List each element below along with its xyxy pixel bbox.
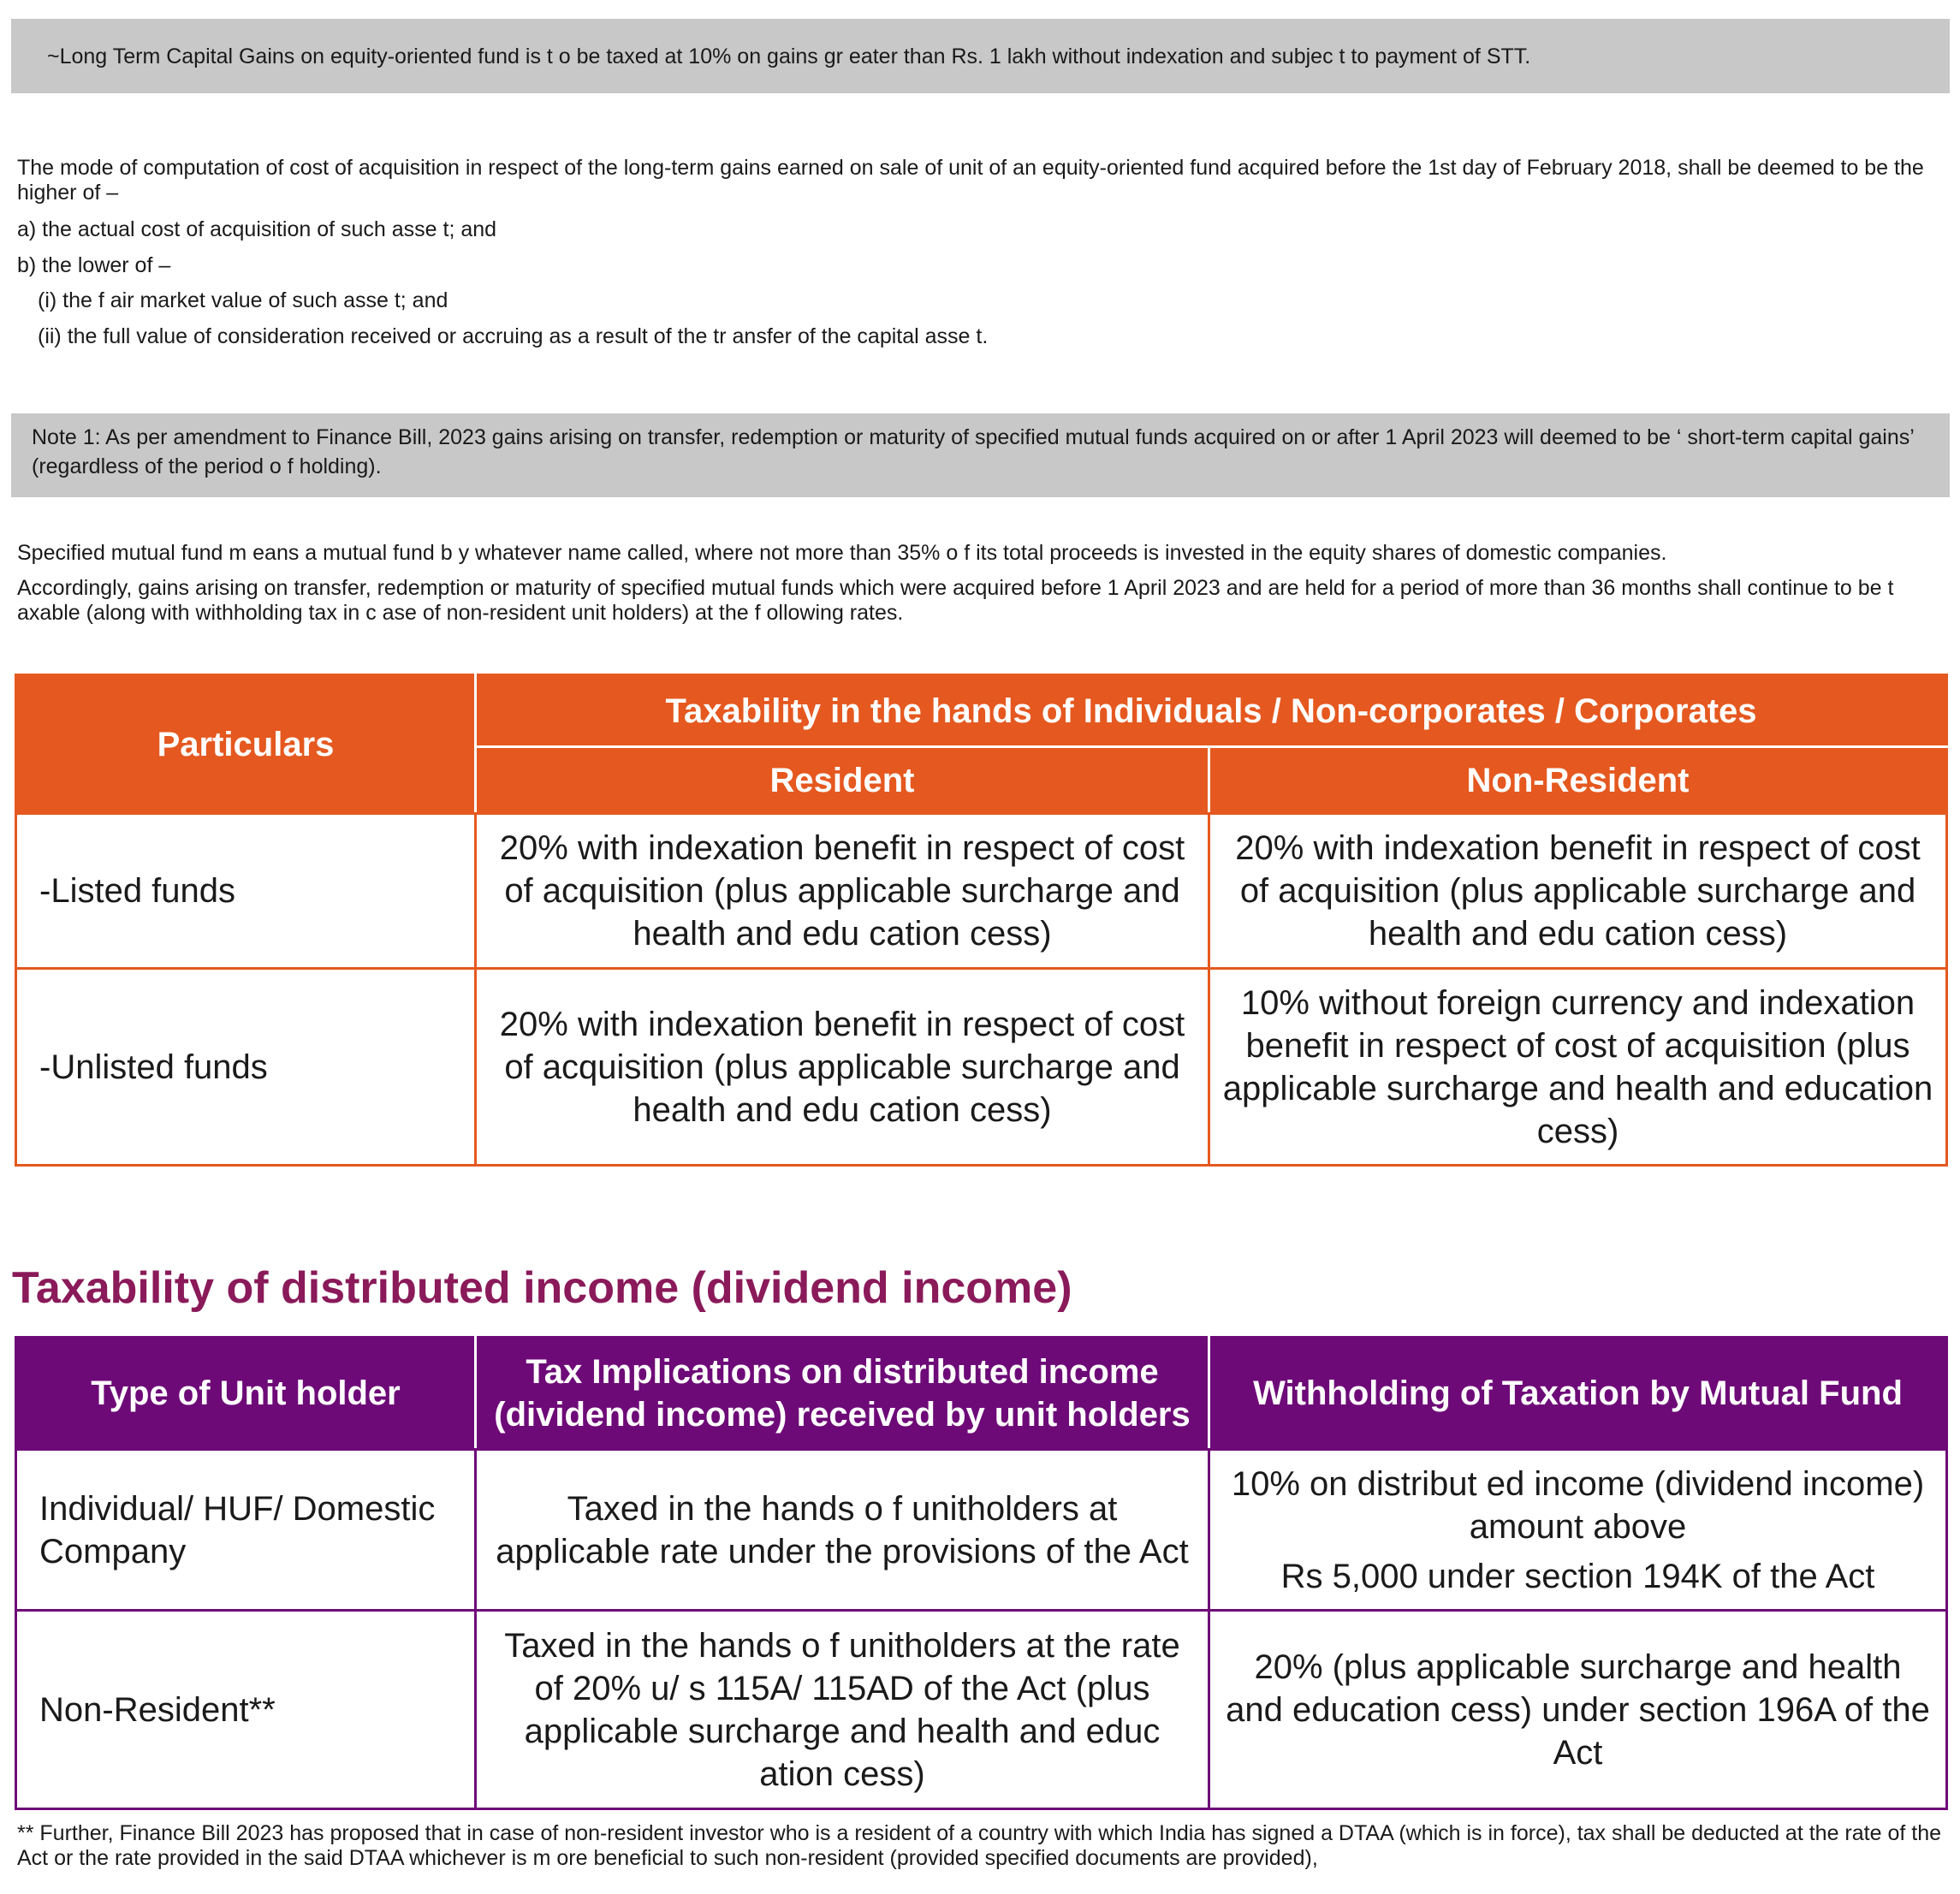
row-resident: 20% with indexation benefit in respect of cost of acquisition (plus applicable surcharge and health and edu cation cess) xyxy=(476,969,1209,1166)
table-row xyxy=(16,814,1947,969)
header-tax-implications: Tax Implications on distributed income (dividend income) received by unit holders xyxy=(476,1338,1209,1450)
note1-box xyxy=(11,413,1950,497)
ltcg-note-box xyxy=(11,19,1950,93)
capital-gains-table xyxy=(15,674,1948,1167)
row-withholding xyxy=(1209,1450,1947,1611)
table-row xyxy=(16,1611,1947,1809)
cost-computation-intro: The mode of computation of cost of acquisition in respect of the long-term gains earned on sale of unit of an equity-oriented fund acquired before the 1st day of February 2018, shall be deemed to be the higher of – xyxy=(17,156,1924,205)
header-resident: Resident xyxy=(476,747,1209,814)
row-unit-holder-type: Individual/ HUF/ Domestic Company xyxy=(16,1450,476,1611)
withholding-line-1: 10% on distribut ed income (dividend income) amount above xyxy=(1231,1464,1925,1546)
row-unit-holder-type: Non-Resident** xyxy=(16,1611,476,1809)
note1-text: Note 1: As per amendment to Finance Bill, 2023 gains arising on transfer, redemption or maturity of specified mutual funds acquired on or after 1 April 2023 will deemed to be ‘ short-term capital gains’ (regardless of the period o f holding). xyxy=(32,425,1914,478)
dividend-section-heading: Taxability of distributed income (dividend income) xyxy=(12,1263,1072,1313)
cost-item-b-i: (i) the f air market value of such asse t; and xyxy=(38,288,448,312)
cost-item-b-ii: (ii) the full value of consideration received or accruing as a result of the tr ansfer of the capital asse t. xyxy=(38,324,989,348)
row-particular: -Listed funds xyxy=(16,814,476,969)
cost-item-a: a) the actual cost of acquisition of such asse t; and xyxy=(17,217,497,241)
row-tax-implication: Taxed in the hands o f unitholders at the rate of 20% u/ s 115A/ 115AD of the Act (plus applicable surcharge and health and educ ation cess) xyxy=(476,1611,1209,1809)
header-non-resident: Non-Resident xyxy=(1209,747,1947,814)
row-particular: -Unlisted funds xyxy=(16,969,476,1166)
accordingly-text: Accordingly, gains arising on transfer, redemption or maturity of specified mutual funds which were acquired before 1 April 2023 and are held for a period of more than 36 months shall continue to be t axable (along with withholding tax in c ase of non-resident unit holders) at the f ollowing rates. xyxy=(17,576,1894,625)
header-withholding: Withholding of Taxation by Mutual Fund xyxy=(1209,1338,1947,1450)
table-row xyxy=(16,969,1947,1166)
row-non-resident: 20% with indexation benefit in respect of cost of acquisition (plus applicable surcharge and health and edu cation cess) xyxy=(1209,814,1947,969)
dividend-table xyxy=(15,1336,1948,1810)
cost-item-b: b) the lower of – xyxy=(17,253,171,277)
footnote: ** Further, Finance Bill 2023 has proposed that in case of non-resident investor who is a resident of a country with which India has signed a DTAA (which is in force), tax shall be deducted at the rate of the Act or the rate provided in the said DTAA whichever is m ore beneficial to such non-resident (provided specified documents are provided), xyxy=(17,1821,1941,1870)
row-withholding: 20% (plus applicable surcharge and health and education cess) under section 196A of the Act xyxy=(1209,1611,1947,1809)
row-non-resident: 10% without foreign currency and indexation benefit in respect of cost of acquisition (plus applicable surcharge and health and education cess) xyxy=(1209,969,1947,1166)
specified-fund-definition: Specified mutual fund m eans a mutual fund b y whatever name called, where not more than 35% o f its total proceeds is invested in the equity shares of domestic companies. xyxy=(17,541,1667,565)
ltcg-note-text: ~Long Term Capital Gains on equity-oriented fund is t o be taxed at 10% on gains gr eater than Rs. 1 lakh without indexation and subjec t to payment of STT. xyxy=(47,45,1531,68)
row-tax-implication: Taxed in the hands o f unitholders at applicable rate under the provisions of the Act xyxy=(476,1450,1209,1611)
withholding-line-2: Rs 5,000 under section 194K of the Act xyxy=(1280,1557,1875,1595)
row-resident: 20% with indexation benefit in respect of cost of acquisition (plus applicable surcharge and health and edu cation cess) xyxy=(476,814,1209,969)
header-taxability: Taxability in the hands of Individuals / Non-corporates / Corporates xyxy=(476,675,1947,747)
header-type-of-unit-holder: Type of Unit holder xyxy=(16,1338,476,1450)
table-row xyxy=(16,1450,1947,1611)
header-particulars: Particulars xyxy=(16,675,476,814)
